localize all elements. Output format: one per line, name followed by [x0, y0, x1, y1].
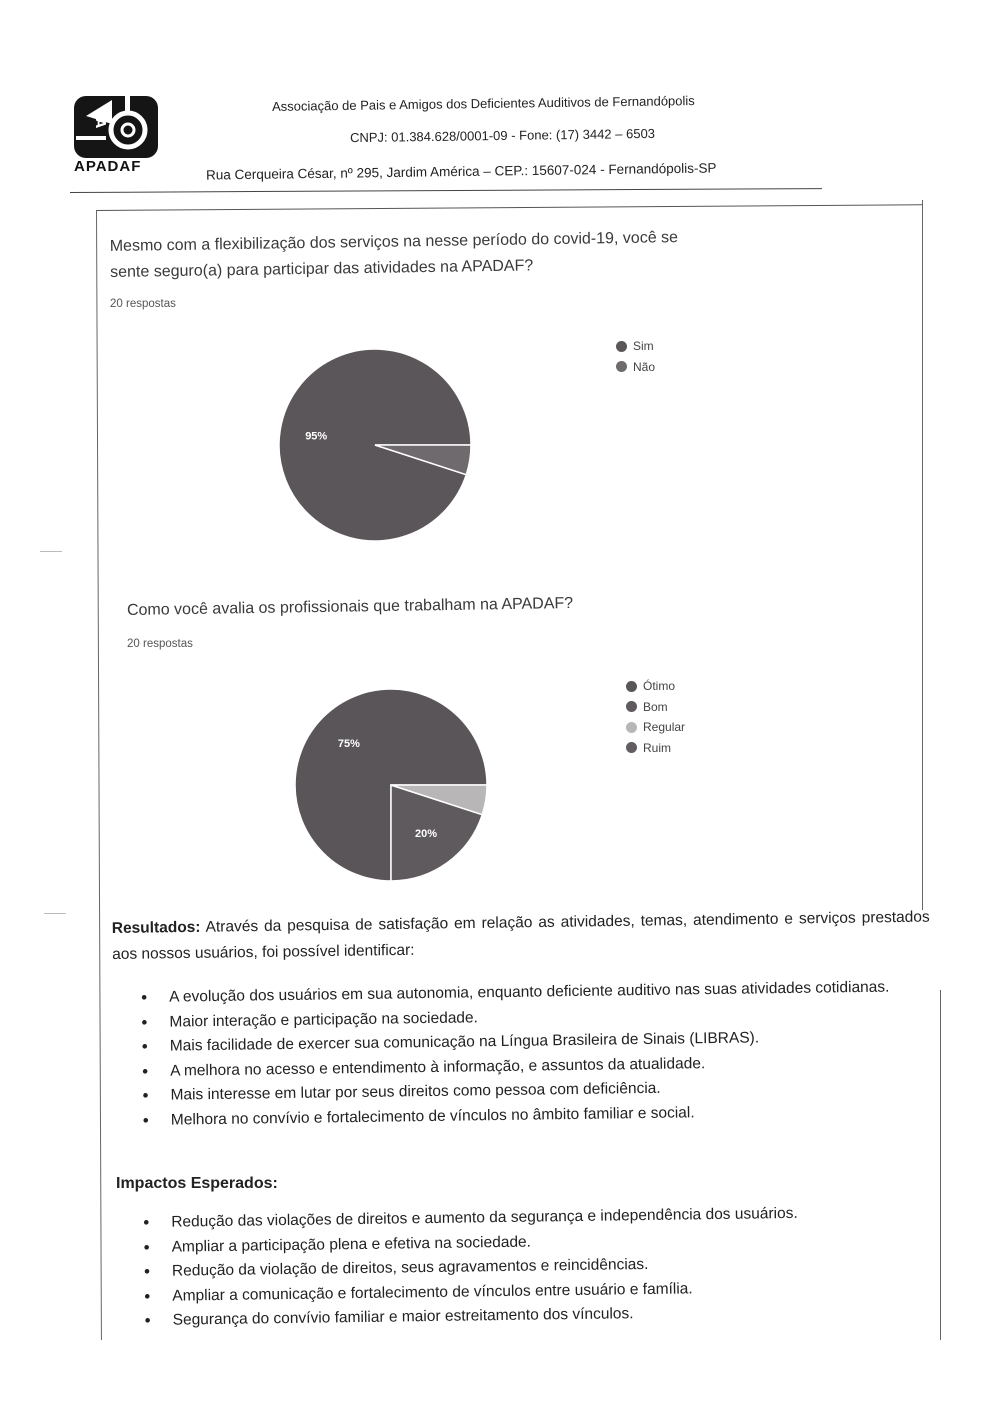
- question-1-line2: sente seguro(a) para participar das atividades na APADAF?: [110, 257, 534, 281]
- list-item: • Ampliar a comunicação e fortalecimento de vínculos entre usuário e família.: [144, 1274, 924, 1309]
- list-item: • Mais interesse em lutar por seus direitos como pessoa com deficiência.: [142, 1073, 932, 1109]
- pie-slice-label: 95%: [305, 430, 328, 443]
- legend-item: [626, 738, 685, 759]
- legend-swatch: [626, 722, 637, 733]
- list-item: • A melhora no acesso e entendimento à informação, e assuntos da atualidade.: [142, 1048, 932, 1084]
- list-item: • Mais facilidade de exercer sua comunicação na Língua Brasileira de Sinais (LIBRAS).: [142, 1024, 932, 1060]
- list-item: • Melhora no convívio e fortalecimento de vínculos no âmbito familiar e social.: [143, 1097, 933, 1133]
- legend-label: Ótimo: [643, 679, 676, 694]
- frame-top-border: [96, 204, 922, 211]
- legend-item: [616, 357, 655, 378]
- results-list: [141, 975, 933, 1133]
- pie-chart-2: [286, 680, 496, 890]
- legend-label: Sim: [633, 339, 654, 354]
- legend-swatch: [626, 701, 637, 712]
- svg-text:A: A: [92, 118, 107, 129]
- legend-label: Ruim: [643, 740, 672, 755]
- frame-right-border: [922, 200, 923, 910]
- list-item: • A evolução dos usuários em sua autonomia, enquanto deficiente auditivo nas suas atividades cotidianas.: [141, 975, 931, 1011]
- question-1-title: [110, 225, 679, 286]
- results-label: Resultados:: [111, 918, 201, 938]
- list-item: • Segurança do convívio familiar e maior estreitamento dos vínculos.: [145, 1298, 925, 1333]
- legend-swatch: [616, 361, 627, 372]
- frame-left-border: [96, 210, 102, 1340]
- scan-edge-mark: [44, 913, 66, 914]
- legend-item: [626, 717, 685, 738]
- legend-label: Bom: [643, 699, 668, 714]
- list-item: • Redução das violações de direitos e aumento da segurança e independência dos usuários.: [143, 1200, 923, 1235]
- pie-slice-label: 75%: [337, 737, 360, 750]
- header-divider: [70, 188, 822, 193]
- question-2-title: [127, 591, 574, 624]
- impacts-list: [143, 1200, 925, 1333]
- header-address: Rua Cerqueira César, nº 295, Jardim América – CEP.: 15607-024 - Fernandópolis-SP: [205, 160, 717, 183]
- header-cnpj-phone: CNPJ: 01.384.628/0001-09 - Fone: (17) 3442 – 6503: [349, 125, 656, 146]
- list-item: • Maior interação e participação na sociedade.: [141, 999, 931, 1035]
- legend-swatch: [626, 742, 637, 753]
- pie-chart-1-legend: [616, 336, 655, 377]
- pie-slice-label: 20%: [414, 828, 438, 841]
- pie-chart-1: [270, 340, 480, 550]
- legend-item: [626, 676, 685, 697]
- legend-swatch: [626, 681, 637, 692]
- question-1-responses: 20 respostas: [110, 298, 176, 310]
- header-org-name: Associação de Pais e Amigos dos Deficientes Auditivos de Fernandópolis: [271, 93, 695, 114]
- legend-item: [616, 336, 655, 357]
- scan-edge-mark: [40, 551, 62, 552]
- legend-label: Regular: [643, 720, 686, 735]
- legend-item: [626, 697, 685, 718]
- list-item: • Redução da violação de direitos, seus agravamentos e reincidências.: [144, 1249, 924, 1284]
- list-item: • Ampliar a participação plena e efetiva na sociedade.: [143, 1225, 923, 1260]
- legend-swatch: [616, 341, 627, 352]
- frame-right-border-lower: [940, 990, 941, 1340]
- pie-chart-2-legend: [626, 676, 685, 758]
- question-2-responses: 20 respostas: [127, 638, 193, 650]
- question-1-line1: Mesmo com a flexibilização dos serviços na nesse período do covid-19, você se: [109, 229, 679, 256]
- results-text: Através da pesquisa de satisfação em relação as atividades, temas, atendimento e serviços prestados aos nossos usuários, foi possível identificar:: [112, 908, 930, 963]
- results-paragraph: [112, 905, 931, 968]
- logo-text: APADAF: [74, 158, 142, 175]
- impacts-title: Impactos Esperados:: [116, 1175, 278, 1192]
- question-2-line1: Como você avalia os profissionais que trabalham na APADAF?: [126, 594, 574, 619]
- legend-label: Não: [633, 359, 656, 374]
